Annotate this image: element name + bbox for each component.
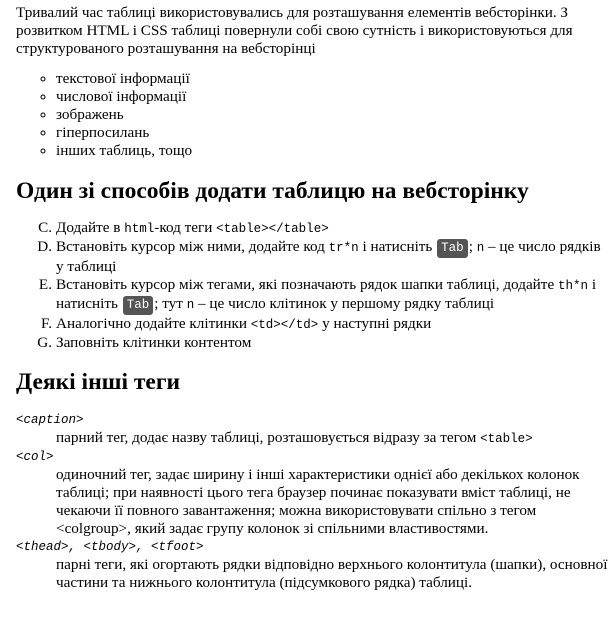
tag-description: одиночний тег, задає ширину і інші характеристики однієї або декількох колонок таблиці; при наявності цього тега браузер починає показувати вміст таблиці, не чекаючи її повного завантаження; можна використовувати спільно з тегом <colgroup>, який задає групу колонок зі спільними властивостями. [56, 466, 580, 537]
list-item: ◦ гіперпосилань [56, 124, 610, 142]
code-snippet: n [186, 298, 195, 312]
step-marker: F. [40, 315, 52, 332]
tag-term: <caption> [16, 413, 84, 427]
list-item: ◦ числової інформації [56, 88, 610, 106]
section-heading-other-tags: Деякі інші теги [16, 369, 181, 395]
step-marker: D. [37, 238, 52, 255]
list-item: ◦ текстової інформації [56, 70, 610, 88]
code-snippet: th*n [558, 279, 589, 293]
intro-paragraph: Тривалий час таблиці використовувались для розташування елементів вебсторінки. З розвитком HTML і CSS таблиці повернули собі свою сутність і використовуються для структурованого розташування на вебсторінці [16, 4, 573, 57]
step-text: Додайте в [56, 219, 125, 236]
step-text: Встановіть курсор між тегами, які позначають рядок шапки таблиці, додайте [56, 276, 558, 293]
code-snippet: tr*n [328, 241, 359, 255]
step-text: ; тут [154, 295, 187, 312]
step-item [37, 238, 610, 276]
tag-term: <thead>, <tbody>, <tfoot> [16, 540, 204, 554]
code-snippet: n [476, 241, 485, 255]
content-types-list [16, 70, 610, 160]
tab-key-badge: Tab [123, 296, 154, 315]
description-text: парний тег, додає назву таблиці, розташовується відразу за тегом [56, 429, 481, 446]
step-text: і натисніть [56, 276, 597, 312]
step-text: ; [468, 238, 477, 255]
list-item: ◦ зображень [56, 106, 610, 124]
tag-description [56, 429, 610, 448]
step-item [40, 315, 610, 334]
step-marker: G. [37, 334, 52, 351]
step-text: -код теги [154, 219, 217, 236]
step-marker: C. [38, 219, 52, 236]
code-snippet: html [124, 222, 155, 236]
step-text: у наступні рядки [318, 315, 432, 332]
code-snippet: <table> [480, 432, 533, 446]
step-text: Встановіть курсор між ними, додайте код [56, 238, 329, 255]
list-item: ◦ інших таблиць, тощо [56, 142, 610, 160]
steps-list [16, 219, 610, 352]
step-item [37, 334, 610, 352]
tab-key-badge: Tab [437, 239, 468, 258]
tag-term: <col> [16, 450, 54, 464]
step-text: – це число рядків у таблиці [56, 238, 601, 275]
step-text: Заповніть клітинки контентом [56, 334, 252, 351]
tags-definition-list [16, 411, 610, 592]
step-item [38, 219, 610, 238]
step-item [38, 276, 610, 315]
step-marker: E. [38, 276, 52, 293]
code-snippet: <table></table> [216, 222, 329, 236]
code-snippet: <td></td> [250, 318, 319, 332]
tag-description: парні теги, які огортають рядки відповідно верхнього колонтитула (шапки), основної частини та нижнього колонтитула (підсумкового рядка) таблиці. [56, 556, 608, 591]
section-heading-add-table: Один зі способів додати таблицю на вебсторінку [16, 178, 529, 204]
step-text: і натисніть [358, 238, 437, 255]
step-text: Аналогічно додайте клітинки [56, 315, 251, 332]
step-text: – це число клітинок у першому рядку таблиці [194, 295, 495, 312]
